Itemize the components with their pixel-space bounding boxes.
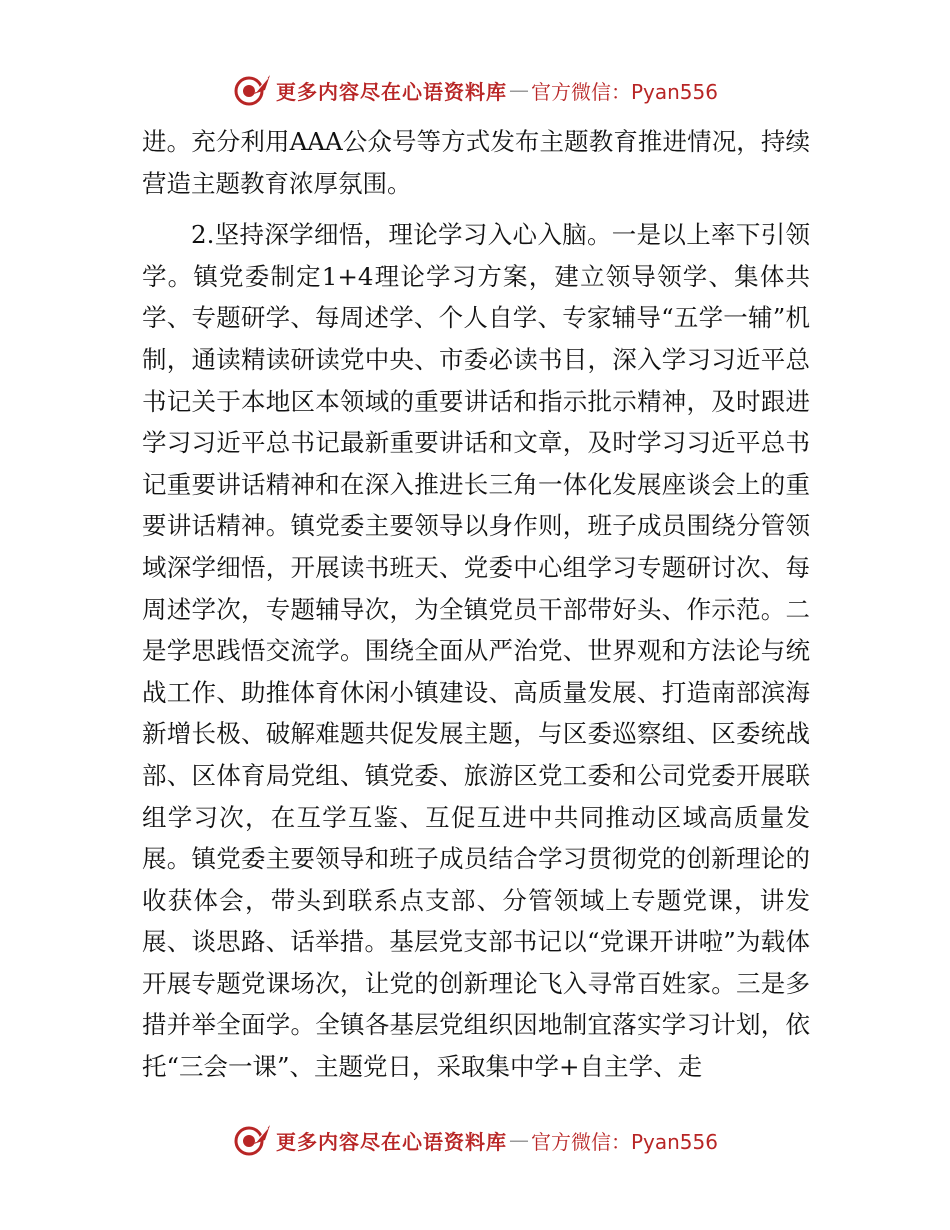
quill-pen-logo-icon (232, 1122, 272, 1158)
paragraph-theory-study: 2.坚持深学细悟，理论学习入心入脑。一是以上率下引领学。镇党委制定1+4理论学习方案，建立领导领学、集体共学、专题研学、每周述学、个人自学、专家辅导“五学一辅”机制，通读精读研读党中央、市委必读书目，深入学习习近平总书记关于本地区本领域的重要讲话和指示批示精神，及时跟进学习习近平总书记最新重要讲话和文章，及时学习习近平总书记重要讲话精神和在深入推进长三角一体化发展座谈会上的重要讲话精神。镇党委主要领导以身作则，班子成员围绕分管领域深学细悟，开展读书班天、党委中心组学习专题研讨次、每周述学次，专题辅导次，为全镇党员干部带好头、作示范。二是学思践悟交流学。围绕全面从严治党、世界观和方法论与统战工作、助推体育休闲小镇建设、高质量发展、打造南部滨海新增长极、破解难题共促发展主题，与区委巡察组、区委统战部、区体育局党组、镇党委、旅游区党工委和公司党委开展联组学习次，在互学互鉴、互促互进中共同推动区域高质量发展。镇党委主要领导和班子成员结合学习贯彻党的创新理论的收获体会，带头到联系点支部、分管领域上专题党课，讲发展、谈思路、话举措。基层党支部书记以“党课开讲啦”为载体开展专题党课场次，让党的创新理论飞入寻常百姓家。三是多措并举全面学。全镇各基层党组织因地制宜落实学习计划，依托“三会一课”、主题党日，采取集中学+自主学、走 (142, 220, 810, 1082)
banner-wechat: 官方微信：Pyan556 (530, 79, 718, 104)
quill-pen-logo-icon (232, 72, 272, 108)
footer-banner (0, 1118, 950, 1162)
paragraph-continuation: 进。充分利用AAA公众号等方式发布主题教育推进情况，持续营造主题教育浓厚氛围。 (142, 127, 810, 198)
banner-text: 更多内容尽在心语资料库 (275, 1129, 507, 1154)
header-banner (0, 68, 950, 112)
banner-separator: — (508, 78, 529, 102)
document-body (142, 121, 810, 1088)
banner-wechat: 官方微信：Pyan556 (530, 1129, 718, 1154)
banner-separator: — (508, 1128, 529, 1152)
banner-text: 更多内容尽在心语资料库 (275, 79, 507, 104)
